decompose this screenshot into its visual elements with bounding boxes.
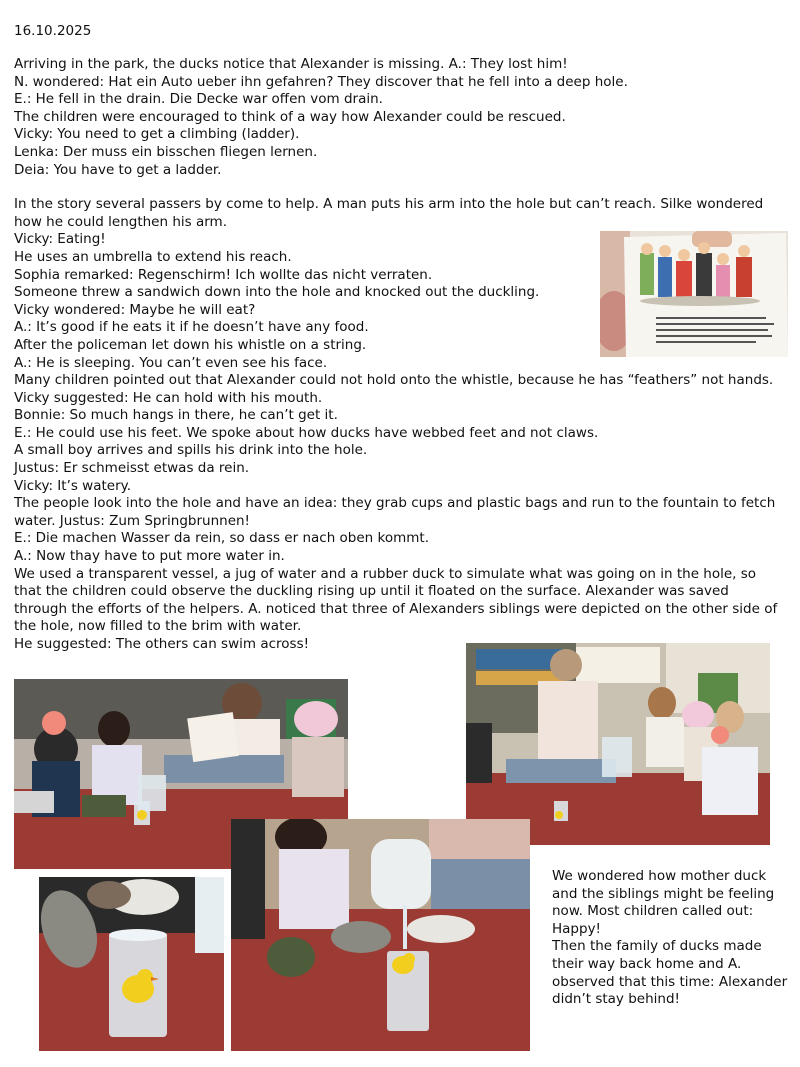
paragraph: Vicky: It’s watery.: [14, 477, 132, 494]
duck-in-glass-photo: [39, 877, 224, 1051]
paragraph: The children were encouraged to think of a way how Alexander could be rescued.: [14, 108, 566, 125]
paragraph: The people look into the hole and have an idea: they grab cups and plastic bags and run to the fountain to fetch water. Justus: Zum Springbrunnen!: [14, 495, 776, 529]
paragraph: Justus: Er schmeisst etwas da rein.: [14, 460, 250, 477]
paragraph: A.: It’s good if he eats it if he doesn’t have any food.: [14, 319, 369, 336]
paragraph: Vicky: Eating!: [14, 231, 106, 248]
paragraph: We wondered how mother duck and the siblings might be feeling now. Most children called out: Happy!: [552, 868, 775, 937]
paragraph: Deia: You have to get a ladder.: [14, 161, 222, 178]
pouring-water-photo: [231, 819, 530, 1051]
paragraph: A.: He is sleeping. You can’t even see his face.: [14, 354, 328, 371]
paragraph: Then the family of ducks made their way back home and A. observed that this time: Alexander didn’t stay behind!: [552, 938, 788, 1008]
paragraph: In the story several passers by come to help. A man puts his arm into the hole but can’t reach. Silke wondered how he could lengthen his arm.: [14, 196, 764, 230]
paragraph: He uses an umbrella to extend his reach.: [14, 248, 292, 265]
storybook-photo: [600, 231, 788, 357]
ending-text: [552, 868, 788, 1009]
paragraph: Someone threw a sandwich down into the hole and knocked out the duckling.: [14, 284, 540, 301]
paragraph: Lenka: Der muss ein bisschen fliegen lernen.: [14, 143, 318, 160]
paragraph: Sophia remarked: Regenschirm! Ich wollte das nicht verraten.: [14, 266, 433, 283]
paragraph: Vicky wondered: Maybe he will eat?: [14, 301, 256, 318]
paragraph: He suggested: The others can swim across!: [14, 636, 310, 652]
paragraph: E.: He could use his feet. We spoke about how ducks have webbed feet and not claws.: [14, 424, 599, 441]
paragraph: A small boy arrives and spills his drink into the hole.: [14, 442, 368, 459]
paragraph: Many children pointed out that Alexander could not hold onto the whistle, because he has “feathers” not hands. Vicky suggested: He can hold with his mouth.: [14, 372, 774, 406]
children-circle-photo: [466, 643, 770, 845]
paragraph: We used a transparent vessel, a jug of water and a rubber duck to simulate what was going on in the hole, so that the children could observe the duckling rising up until it floated on the surface. Alexander was saved through the efforts of the helpers. A. noticed that three of Alexanders siblings were depicted on the other side of the hole, now filled to the brim with water.: [14, 565, 778, 635]
paragraph: E.: Die machen Wasser da rein, so dass er nach oben kommt.: [14, 530, 430, 547]
paragraph: A.: Now thay have to put more water in.: [14, 548, 285, 565]
paragraph: After the policeman let down his whistle on a string.: [14, 336, 367, 353]
paragraph: Arriving in the park, the ducks notice that Alexander is missing. A.: They lost him!: [14, 56, 568, 72]
paragraph: Bonnie: So much hangs in there, he can’t get it.: [14, 407, 338, 424]
document-date: 16.10.2025: [14, 23, 92, 39]
paragraph: Vicky: You need to get a climbing (ladder).: [14, 126, 300, 143]
paragraph: N. wondered: Hat ein Auto ueber ihn gefahren? They discover that he fell into a deep hole.: [14, 73, 628, 90]
paragraph: E.: He fell in the drain. Die Decke war offen vom drain.: [14, 91, 383, 108]
